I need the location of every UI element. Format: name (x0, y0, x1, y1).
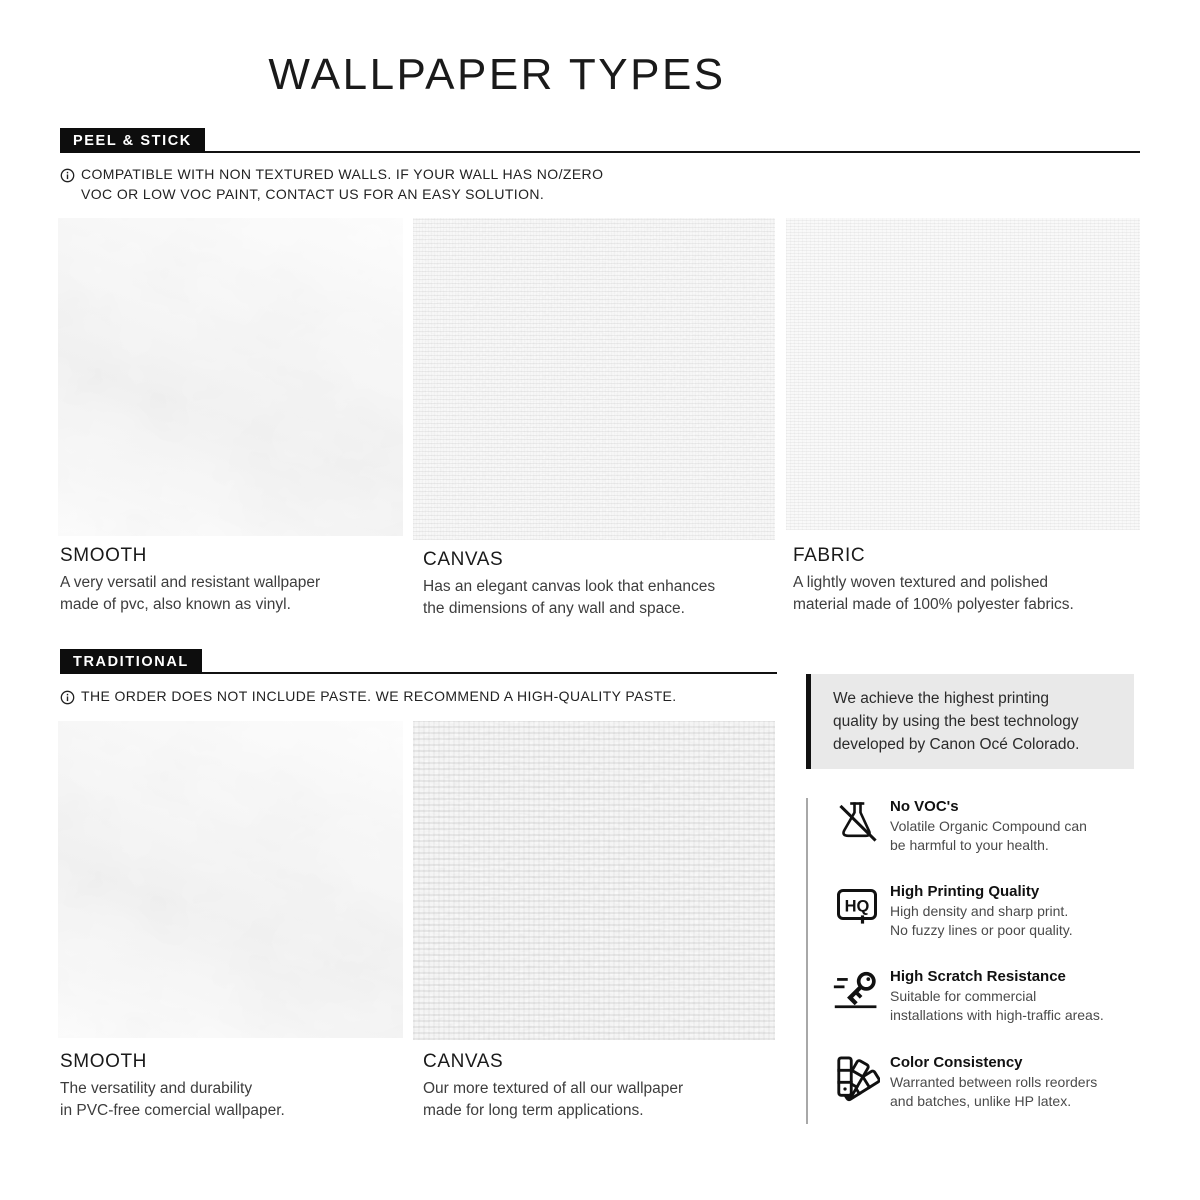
feature-no-vocs (832, 798, 1152, 854)
swatch-peel-stick-canvas (413, 218, 775, 540)
traditional-note: THE ORDER DOES NOT INCLUDE PASTE. WE RECOMMEND A HIGH-QUALITY PASTE. (81, 688, 677, 704)
feature-desc-line: Suitable for commercial (890, 988, 1037, 1004)
feature-high-printing-quality (832, 883, 1152, 939)
swatch-title-canvas: CANVAS (423, 549, 504, 570)
no-voc-flask-icon (832, 798, 882, 844)
swatch-title-canvas-traditional: CANVAS (423, 1051, 504, 1072)
feature-desc-line: No fuzzy lines or poor quality. (890, 921, 1073, 938)
swatch-desc-smooth-traditional (60, 1078, 285, 1121)
feature-desc-line: Warranted between rolls reorders (890, 1074, 1098, 1090)
desc-line: made for long term applications. (423, 1101, 644, 1119)
swatch-traditional-canvas (413, 721, 775, 1040)
swatch-desc-canvas-traditional (423, 1078, 683, 1121)
swatch-desc-fabric (793, 572, 1074, 615)
hq-badge-icon (832, 887, 882, 927)
feature-list-divider (806, 798, 808, 1124)
swatch-peel-stick-fabric (786, 218, 1140, 530)
svg-text:HQ: HQ (844, 897, 870, 916)
desc-line: A very versatil and resistant wallpaper (60, 574, 321, 591)
color-swatches-icon (832, 1054, 882, 1102)
swatch-title-fabric: FABRIC (793, 545, 866, 566)
desc-line: Our more textured of all our wallpaper (423, 1080, 684, 1097)
desc-line: The versatility and durability (60, 1080, 253, 1097)
key-scratch-icon (832, 968, 882, 1014)
section-divider-peel-stick (60, 151, 1140, 153)
swatch-peel-stick-smooth (58, 218, 403, 536)
feature-desc-line: and batches, unlike HP latex. (890, 1092, 1072, 1109)
info-icon (60, 690, 75, 705)
page-title: WALLPAPER TYPES (268, 50, 726, 99)
quote-line: developed by Canon Océ Colorado. (833, 736, 1080, 753)
feature-desc-line: installations with high-traffic areas. (890, 1006, 1104, 1023)
desc-line: made of pvc, also known as vinyl. (60, 595, 291, 613)
feature-color-consistency (832, 1054, 1152, 1110)
swatch-desc-smooth (60, 572, 320, 615)
desc-line: the dimensions of any wall and space. (423, 599, 685, 617)
quote-line: We achieve the highest printing (833, 690, 1049, 707)
swatch-desc-canvas (423, 576, 715, 619)
swatch-title-smooth-traditional: SMOOTH (60, 1051, 147, 1072)
desc-line: Has an elegant canvas look that enhances (423, 578, 716, 595)
desc-line: material made of 100% polyester fabrics. (793, 595, 1074, 613)
feature-desc-line: High density and sharp print. (890, 903, 1069, 919)
quote-line: quality by using the best technology (833, 713, 1079, 730)
desc-line: in PVC-free comercial wallpaper. (60, 1101, 285, 1119)
peel-stick-note-line1: COMPATIBLE WITH NON TEXTURED WALLS. IF YOUR WALL HAS NO/ZERO (81, 166, 604, 182)
peel-stick-note-line2: VOC OR LOW VOC PAINT, CONTACT US FOR AN EASY SOLUTION. (81, 186, 545, 202)
feature-desc-line: be harmful to your health. (890, 836, 1049, 853)
feature-desc-line: Volatile Organic Compound can (890, 818, 1087, 834)
feature-title: High Printing Quality (890, 883, 1040, 900)
feature-title: High Scratch Resistance (890, 968, 1066, 985)
swatch-title-smooth: SMOOTH (60, 545, 147, 566)
feature-high-scratch-resistance (832, 968, 1152, 1024)
section-label-traditional: TRADITIONAL (60, 649, 202, 674)
feature-title: Color Consistency (890, 1054, 1023, 1071)
swatch-traditional-smooth (58, 721, 403, 1038)
quote-box (806, 674, 1134, 769)
desc-line: A lightly woven textured and polished (793, 574, 1049, 591)
info-icon (60, 168, 75, 183)
section-label-peel-stick: PEEL & STICK (60, 128, 205, 153)
feature-title: No VOC's (890, 798, 959, 815)
